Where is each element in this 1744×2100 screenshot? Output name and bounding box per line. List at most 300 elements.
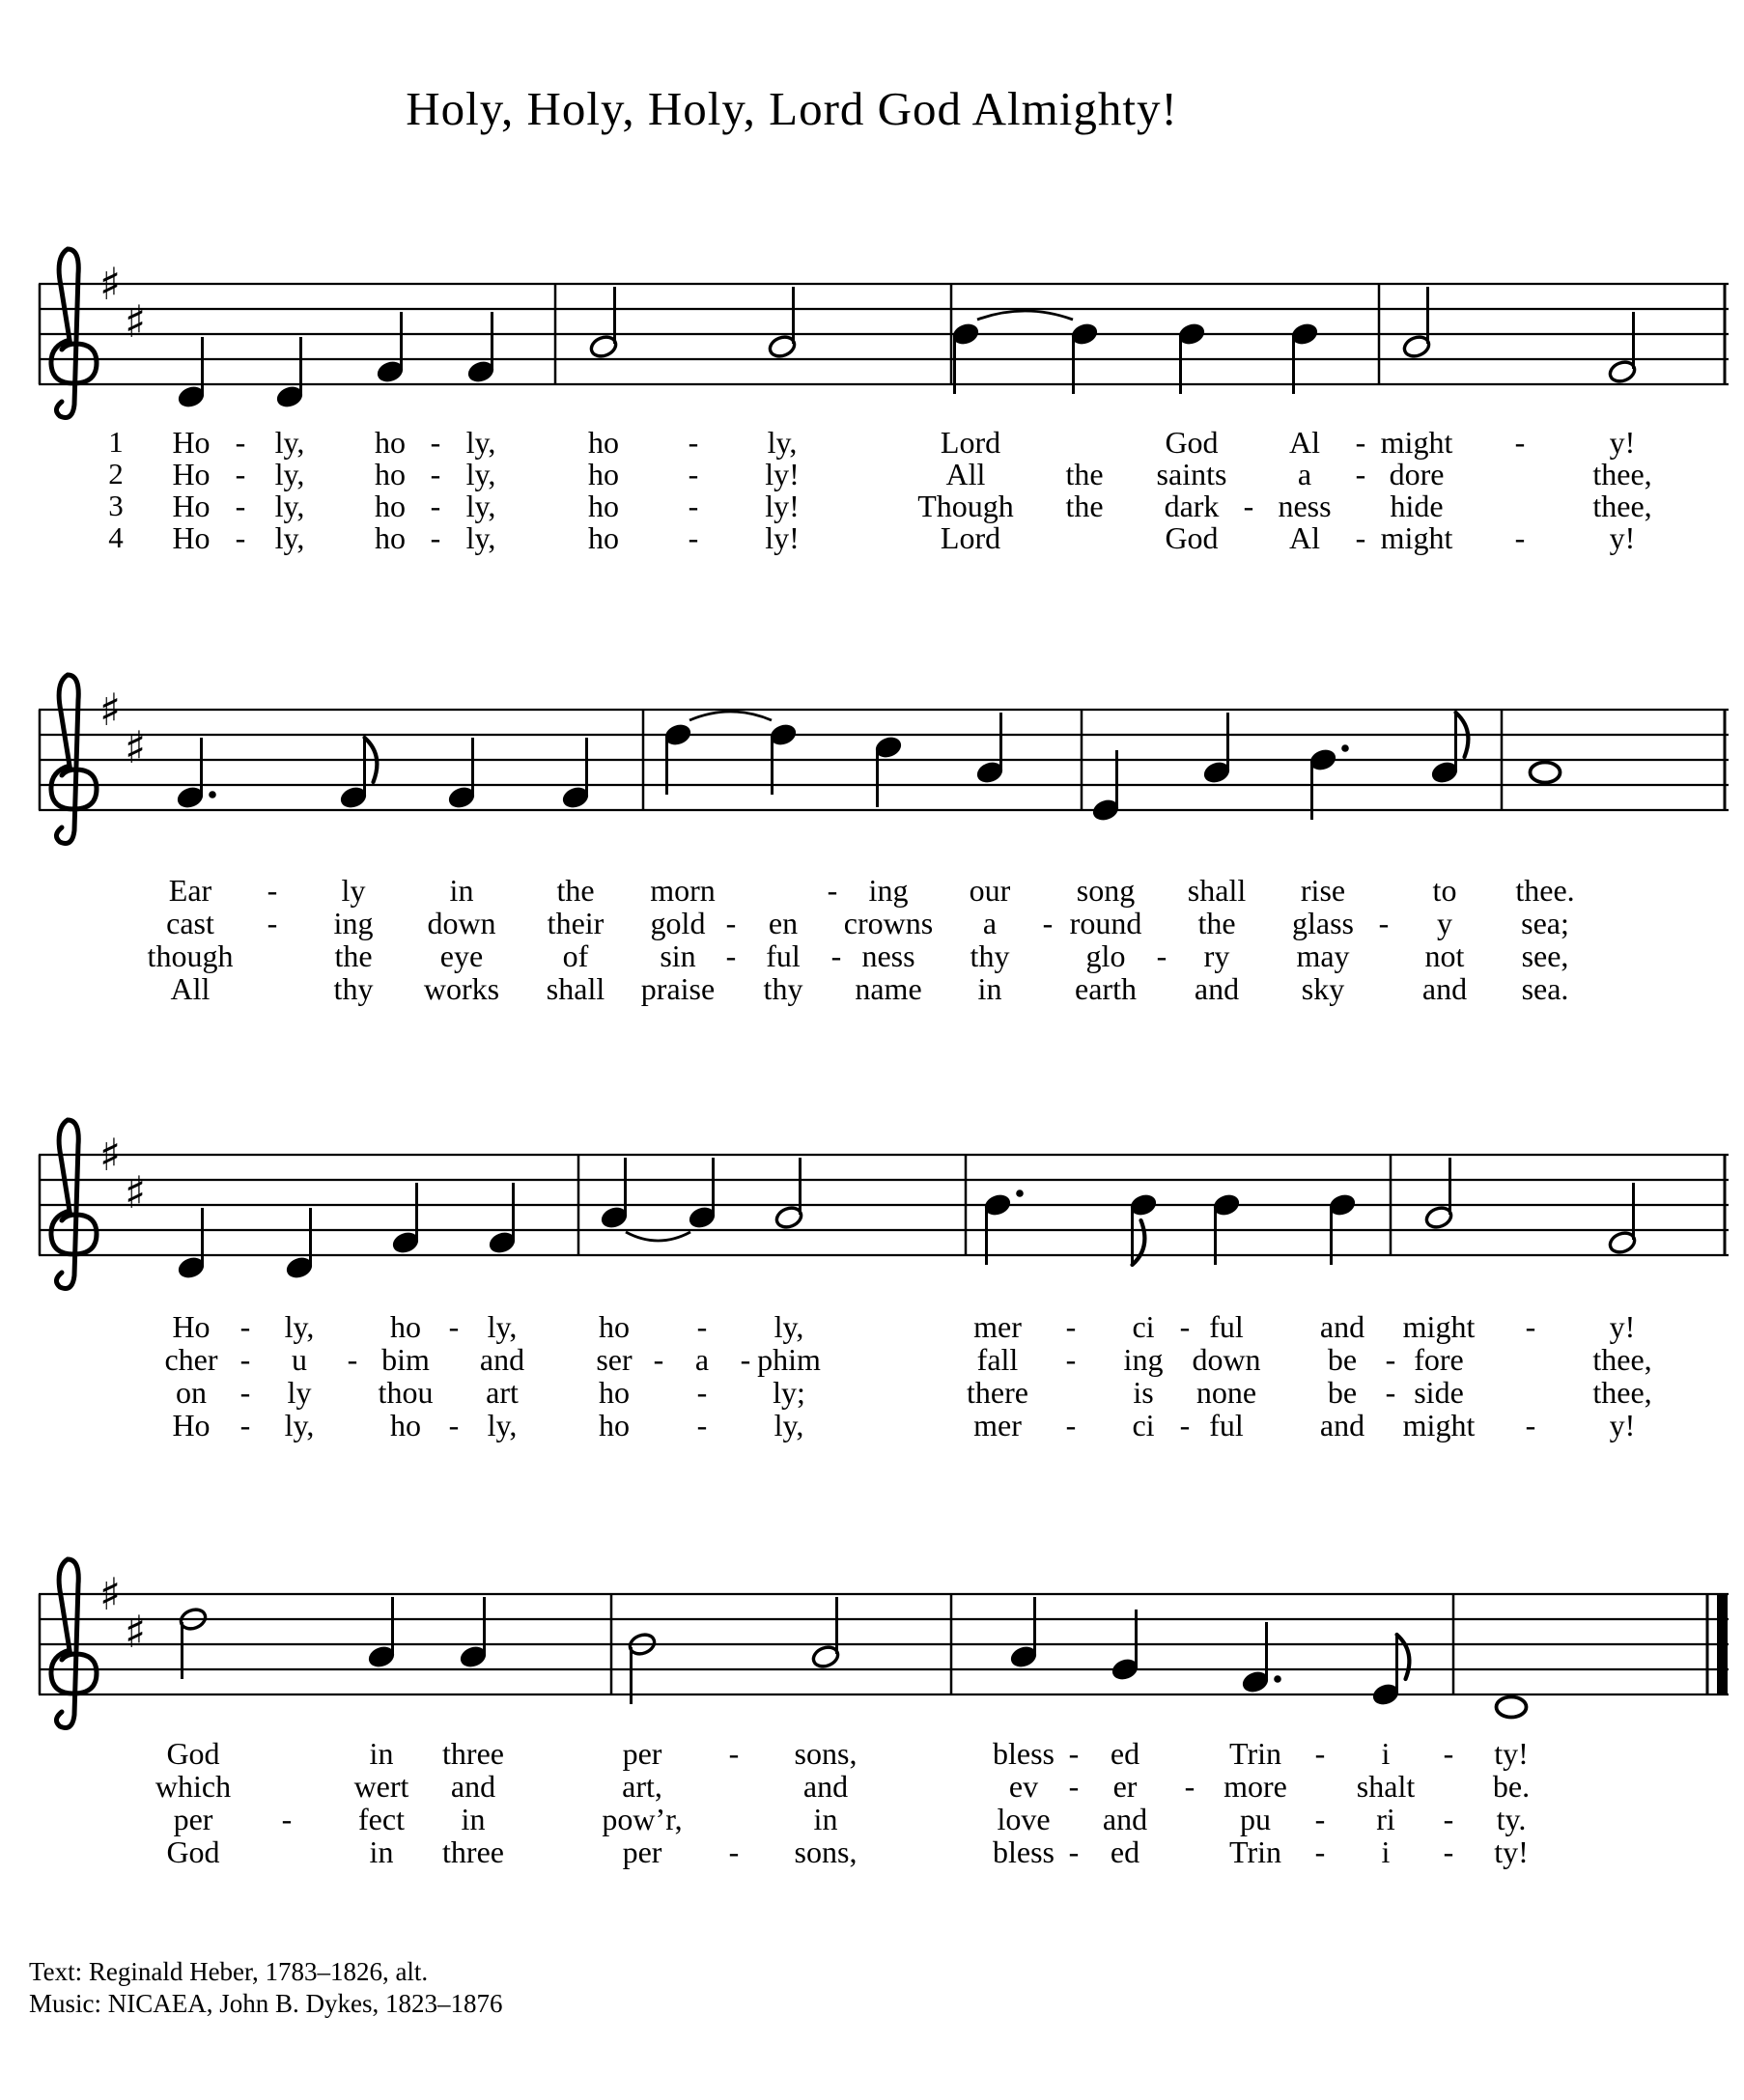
lyric-hyphen: - <box>696 1408 708 1442</box>
lyric-syllable: per <box>622 1834 662 1869</box>
note-e4 <box>1371 1635 1410 1707</box>
note-b4 <box>1290 322 1320 394</box>
lyric-syllable: en <box>768 906 799 940</box>
lyric-syllable: crowns <box>843 906 934 940</box>
lyric-syllable: and <box>1319 1408 1365 1442</box>
lyric-syllable: be. <box>1492 1769 1531 1804</box>
lyric-hyphen: - <box>267 906 278 940</box>
lyric-syllable: ser <box>596 1342 633 1377</box>
lyric-syllable: in <box>461 1802 486 1836</box>
lyric-syllable: works <box>423 971 500 1006</box>
lyric-syllable: ci <box>1132 1408 1155 1442</box>
lyric-syllable: in <box>369 1736 394 1771</box>
lyric-syllable: ing <box>1123 1342 1164 1377</box>
lyric-hyphen: - <box>235 457 246 491</box>
lyric-syllable: thee, <box>1592 1375 1652 1410</box>
lyric-syllable: sky <box>1301 971 1345 1006</box>
lyric-syllable: might <box>1380 520 1453 555</box>
lyric-hyphen: - <box>448 1309 460 1344</box>
lyric-syllable: might <box>1402 1408 1476 1442</box>
lyric-syllable: eye <box>439 938 484 973</box>
lyric-syllable: ly, <box>767 425 798 460</box>
lyric-syllable: ly, <box>465 457 496 491</box>
lyric-hyphen: - <box>430 489 441 523</box>
lyric-syllable: though <box>147 938 234 973</box>
note-a4 <box>768 287 798 359</box>
lyric-syllable: sin <box>660 938 696 973</box>
lyric-hyphen: - <box>448 1408 460 1442</box>
lyric-hyphen: - <box>235 520 246 555</box>
lyric-syllable: ly <box>341 873 366 908</box>
lyric-syllable: and <box>479 1342 525 1377</box>
lyric-syllable: gold <box>650 906 706 940</box>
lyric-syllable: glass <box>1292 906 1354 940</box>
note-fs4 <box>339 738 378 810</box>
tie <box>689 712 772 720</box>
lyric-hyphen: - <box>1065 1408 1077 1442</box>
lyric-syllable: ry <box>1203 938 1230 973</box>
note-b4 <box>628 1632 658 1704</box>
lyric-hyphen: - <box>430 457 441 491</box>
note-d5 <box>663 722 693 795</box>
note-fs4 <box>1608 312 1638 384</box>
note-g4 <box>1111 1610 1140 1682</box>
lyric-hyphen: - <box>1042 906 1054 940</box>
music-credit: Music: NICAEA, John B. Dykes, 1823–1876 <box>29 1989 503 2018</box>
lyric-syllable: which <box>155 1769 232 1804</box>
eighth-flag-icon <box>1397 1635 1410 1679</box>
lyric-syllable: pu <box>1240 1802 1271 1836</box>
note-a4 <box>688 1158 717 1230</box>
lyric-syllable: Ho <box>172 489 211 523</box>
lyric-syllable: ho <box>375 425 406 460</box>
lyric-hyphen: - <box>653 1342 664 1377</box>
lyric-syllable: ness <box>861 938 915 973</box>
note-e4 <box>1091 750 1121 823</box>
key-signature-sharp-icon: ♯ <box>98 258 122 310</box>
lyric-hyphen: - <box>1065 1309 1077 1344</box>
lyric-syllable: ho <box>375 457 406 491</box>
lyric-syllable: might <box>1380 425 1453 460</box>
note-fs4 <box>447 738 477 810</box>
lyric-syllable: earth <box>1075 971 1137 1006</box>
note-b4 <box>951 322 981 394</box>
lyric-syllable: Al <box>1289 520 1320 555</box>
lyric-syllable: All <box>945 457 986 491</box>
lyric-hyphen: - <box>725 906 737 940</box>
lyric-syllable: pow’r, <box>602 1802 683 1836</box>
lyric-hyphen: - <box>235 425 246 460</box>
lyric-syllable: ho <box>588 425 619 460</box>
note-a4 <box>1009 1597 1039 1669</box>
lyric-hyphen: - <box>1156 938 1167 973</box>
lyric-hyphen: - <box>281 1802 293 1836</box>
lyric-hyphen: - <box>1184 1769 1195 1804</box>
lyric-syllable: ly; <box>773 1375 805 1410</box>
key-signature-sharp-icon: ♯ <box>98 1129 122 1181</box>
lyric-syllable: ly, <box>487 1309 518 1344</box>
lyric-hyphen: - <box>1514 520 1526 555</box>
note-b4 <box>983 1190 1024 1265</box>
lyric-syllable: Al <box>1289 425 1320 460</box>
note-a4 <box>1202 713 1232 785</box>
verse-number: 2 <box>108 457 124 490</box>
lyric-hyphen: - <box>1179 1408 1191 1442</box>
lyric-syllable: ho <box>375 489 406 523</box>
note-fs4 <box>488 1183 518 1255</box>
lyric-syllable: morn <box>650 873 716 908</box>
lyric-hyphen: - <box>1179 1309 1191 1344</box>
lyric-hyphen: - <box>725 938 737 973</box>
lyric-syllable: ful <box>766 938 801 973</box>
lyric-syllable: bless <box>993 1834 1055 1869</box>
lyric-syllable: shalt <box>1356 1769 1416 1804</box>
lyric-syllable: and <box>1102 1802 1148 1836</box>
note-d4 <box>285 1208 315 1280</box>
note-fs4 <box>1608 1183 1638 1255</box>
lyric-syllable: ho <box>390 1309 421 1344</box>
lyric-syllable: All <box>170 971 211 1006</box>
lyric-hyphen: - <box>688 425 699 460</box>
lyric-hyphen: - <box>688 489 699 523</box>
lyric-syllable: i <box>1381 1736 1391 1771</box>
lyric-syllable: ci <box>1132 1309 1155 1344</box>
lyric-syllable: ly, <box>274 520 305 555</box>
lyric-syllable: i <box>1381 1834 1391 1869</box>
lyric-hyphen: - <box>1355 520 1366 555</box>
lyric-syllable: ho <box>599 1408 630 1442</box>
lyric-syllable: Though <box>917 489 1014 523</box>
note-d4 <box>177 337 207 409</box>
lyric-syllable: may <box>1296 938 1350 973</box>
lyric-syllable: ful <box>1209 1309 1244 1344</box>
lyric-syllable: of <box>562 938 589 973</box>
lyric-syllable: thy <box>970 938 1010 973</box>
lyric-syllable: y <box>1437 906 1452 940</box>
lyric-syllable: glo <box>1085 938 1126 973</box>
note-a4 <box>1531 763 1561 783</box>
lyric-syllable: ly <box>287 1375 312 1410</box>
note-fs4 <box>391 1183 421 1255</box>
lyric-syllable: ho <box>588 489 619 523</box>
lyric-syllable: thy <box>333 971 374 1006</box>
lyric-syllable: there <box>967 1375 1028 1410</box>
note-d4 <box>275 337 305 409</box>
augmentation-dot <box>1274 1675 1281 1683</box>
lyric-hyphen: - <box>728 1736 740 1771</box>
lyric-syllable: three <box>442 1736 504 1771</box>
lyric-syllable: God <box>166 1736 220 1771</box>
lyric-syllable: dark <box>1164 489 1220 523</box>
lyric-syllable: per <box>622 1736 662 1771</box>
note-head <box>1531 763 1561 783</box>
music-system-3 <box>39 1120 1729 1289</box>
lyric-syllable: cher <box>164 1342 218 1377</box>
lyric-syllable: love <box>997 1802 1051 1836</box>
lyric-syllable: wert <box>353 1769 409 1804</box>
lyric-syllable: their <box>547 906 605 940</box>
lyric-hyphen: - <box>1355 425 1366 460</box>
music-system-2 <box>39 675 1729 844</box>
lyric-hyphen: - <box>239 1309 251 1344</box>
note-a4 <box>589 287 619 359</box>
lyric-hyphen: - <box>267 873 278 908</box>
lyric-syllable: rise <box>1300 873 1346 908</box>
lyric-syllable: thee, <box>1592 457 1652 491</box>
lyric-syllable: ly, <box>774 1309 804 1344</box>
lyric-syllable: ly, <box>465 520 496 555</box>
lyric-syllable: bim <box>381 1342 430 1377</box>
lyric-hyphen: - <box>1443 1802 1454 1836</box>
lyric-syllable: ly, <box>274 425 305 460</box>
lyric-syllable: thee, <box>1592 1342 1652 1377</box>
lyric-syllable: a <box>982 906 998 940</box>
lyric-syllable: in <box>977 971 1002 1006</box>
lyric-syllable: a <box>694 1342 710 1377</box>
lyric-syllable: y! <box>1609 1309 1636 1344</box>
lyric-syllable: and <box>1421 971 1468 1006</box>
lyric-syllable: and <box>1194 971 1240 1006</box>
lyric-hyphen: - <box>1314 1802 1326 1836</box>
lyric-syllable: ed <box>1110 1834 1140 1869</box>
lyric-syllable: shall <box>1187 873 1247 908</box>
lyric-syllable: sea. <box>1521 971 1569 1006</box>
lyric-syllable: the <box>1065 489 1104 523</box>
lyric-syllable: ri <box>1376 1802 1395 1836</box>
lyric-syllable: the <box>556 873 595 908</box>
lyric-hyphen: - <box>696 1375 708 1410</box>
key-signature-sharp-icon: ♯ <box>98 1568 122 1620</box>
note-d4 <box>1497 1697 1527 1718</box>
lyric-syllable: hide <box>1390 489 1444 523</box>
lyric-syllable: and <box>802 1769 849 1804</box>
lyric-hyphen: - <box>1314 1736 1326 1771</box>
lyric-syllable: ly, <box>465 489 496 523</box>
note-d4 <box>177 1208 207 1280</box>
lyric-syllable: Trin <box>1229 1736 1281 1771</box>
lyric-syllable: thee, <box>1592 489 1652 523</box>
lyric-hyphen: - <box>235 489 246 523</box>
lyric-syllable: ly! <box>765 520 800 555</box>
lyric-hyphen: - <box>1355 457 1366 491</box>
lyric-syllable: mer <box>973 1408 1022 1442</box>
lyric-syllable: see, <box>1521 938 1569 973</box>
note-cs5 <box>874 735 904 807</box>
verse-number: 4 <box>108 520 124 554</box>
lyric-syllable: ho <box>588 457 619 491</box>
key-signature-sharp-icon: ♯ <box>124 295 147 348</box>
lyric-hyphen: - <box>1525 1309 1536 1344</box>
lyric-syllable: the <box>334 938 373 973</box>
lyric-syllable: is <box>1133 1375 1154 1410</box>
lyric-syllable: and <box>450 1769 496 1804</box>
lyric-syllable: cast <box>166 906 214 940</box>
lyric-syllable: ing <box>333 906 374 940</box>
lyric-syllable: thy <box>763 971 803 1006</box>
lyric-syllable: fore <box>1414 1342 1464 1377</box>
tie <box>626 1232 690 1241</box>
lyric-hyphen: - <box>688 520 699 555</box>
lyric-syllable: ly, <box>465 425 496 460</box>
lyric-syllable: ed <box>1110 1736 1140 1771</box>
lyric-syllable: per <box>173 1802 213 1836</box>
note-d5 <box>179 1607 209 1679</box>
lyric-syllable: ho <box>599 1375 630 1410</box>
lyric-syllable: sons, <box>794 1736 858 1771</box>
lyric-syllable: down <box>427 906 496 940</box>
lyric-syllable: ev <box>1008 1769 1039 1804</box>
note-a4 <box>1402 287 1432 359</box>
lyric-syllable: fect <box>358 1802 405 1836</box>
lyric-syllable: mer <box>973 1309 1022 1344</box>
lyric-syllable: and <box>1319 1309 1365 1344</box>
lyric-hyphen: - <box>1068 1834 1080 1869</box>
lyric-syllable: in <box>813 1802 838 1836</box>
lyric-syllable: be <box>1327 1342 1358 1377</box>
lyric-syllable: ho <box>375 520 406 555</box>
lyric-hyphen: - <box>1314 1834 1326 1869</box>
lyric-syllable: none <box>1195 1375 1257 1410</box>
note-a4 <box>774 1158 804 1230</box>
lyric-syllable: ness <box>1278 489 1332 523</box>
lyric-syllable: y! <box>1609 425 1636 460</box>
lyric-hyphen: - <box>1065 1342 1077 1377</box>
lyric-hyphen: - <box>239 1375 251 1410</box>
key-signature-sharp-icon: ♯ <box>98 684 122 736</box>
lyric-syllable: the <box>1197 906 1236 940</box>
lyric-syllable: might <box>1402 1309 1476 1344</box>
page-title: Holy, Holy, Holy, Lord God Almighty! <box>406 82 1178 135</box>
note-fs4 <box>561 738 591 810</box>
lyric-hyphen: - <box>347 1342 358 1377</box>
lyric-syllable: God <box>166 1834 220 1869</box>
lyric-hyphen: - <box>1385 1375 1396 1410</box>
lyric-syllable: thou <box>378 1375 434 1410</box>
key-signature-sharp-icon: ♯ <box>124 1166 147 1218</box>
lyric-syllable: bless <box>993 1736 1055 1771</box>
music-system-4 <box>39 1559 1729 1728</box>
text-credit: Text: Reginald Heber, 1783–1826, alt. <box>29 1957 429 1986</box>
lyric-syllable: ly, <box>284 1309 315 1344</box>
lyric-syllable: art, <box>622 1769 662 1804</box>
lyric-syllable: ly! <box>765 457 800 491</box>
note-head <box>1497 1697 1527 1718</box>
verse-number: 3 <box>108 489 124 522</box>
note-a4 <box>811 1597 841 1669</box>
lyric-syllable: ly, <box>274 457 305 491</box>
lyric-syllable: thee. <box>1515 873 1575 908</box>
lyric-syllable: ho <box>599 1309 630 1344</box>
lyric-syllable: u <box>292 1342 307 1377</box>
lyric-syllable: God <box>1165 520 1219 555</box>
lyric-syllable: song <box>1076 873 1136 908</box>
note-fs4 <box>376 312 406 384</box>
note-a4 <box>459 1597 489 1669</box>
lyric-syllable: saints <box>1156 457 1227 491</box>
lyric-syllable: ty. <box>1496 1802 1527 1836</box>
lyric-hyphen: - <box>430 425 441 460</box>
note-d5 <box>769 722 799 795</box>
lyric-syllable: down <box>1192 1342 1261 1377</box>
lyric-syllable: Ho <box>172 1408 211 1442</box>
lyric-hyphen: - <box>430 520 441 555</box>
lyric-syllable: name <box>855 971 922 1006</box>
lyric-syllable: ho <box>390 1408 421 1442</box>
note-a4 <box>1430 713 1469 785</box>
lyric-hyphen: - <box>1385 1342 1396 1377</box>
lyric-hyphen: - <box>239 1408 251 1442</box>
lyric-syllable: our <box>969 873 1011 908</box>
note-a4 <box>600 1158 630 1230</box>
lyric-syllable: ho <box>588 520 619 555</box>
lyric-syllable: round <box>1069 906 1142 940</box>
lyric-syllable: ing <box>868 873 909 908</box>
lyric-syllable: Ho <box>172 1309 211 1344</box>
eighth-flag-icon <box>1133 1220 1145 1265</box>
lyric-syllable: a <box>1297 457 1312 491</box>
note-b4 <box>1177 322 1207 394</box>
lyric-syllable: y! <box>1609 1408 1636 1442</box>
lyric-hyphen: - <box>827 873 838 908</box>
lyric-syllable: praise <box>640 971 716 1006</box>
lyric-syllable: in <box>449 873 474 908</box>
lyric-hyphen: - <box>1378 906 1390 940</box>
lyric-hyphen: - <box>728 1834 740 1869</box>
verse-number: 1 <box>108 425 124 459</box>
lyric-syllable: art <box>486 1375 519 1410</box>
music-system-1 <box>39 249 1729 418</box>
lyric-hyphen: - <box>1514 425 1526 460</box>
lyric-syllable: ly, <box>284 1408 315 1442</box>
note-fs4 <box>176 738 216 810</box>
note-a4 <box>975 713 1005 785</box>
lyric-syllable: ly, <box>774 1408 804 1442</box>
lyric-syllable: Ear <box>168 873 212 908</box>
lyric-syllable: ly, <box>274 489 305 523</box>
lyric-hyphen: - <box>696 1309 708 1344</box>
lyric-syllable: more <box>1224 1769 1287 1804</box>
tie <box>977 311 1073 320</box>
lyric-syllable: ly, <box>487 1408 518 1442</box>
final-barline-thick <box>1717 1594 1728 1694</box>
lyric-syllable: Trin <box>1229 1834 1281 1869</box>
lyric-syllable: on <box>176 1375 207 1410</box>
lyric-syllable: dore <box>1389 457 1445 491</box>
lyric-hyphen: - <box>1443 1834 1454 1869</box>
key-signature-sharp-icon: ♯ <box>124 1606 147 1658</box>
lyric-syllable: Ho <box>172 425 211 460</box>
augmentation-dot <box>209 791 216 798</box>
note-b4 <box>1129 1192 1159 1265</box>
lyric-hyphen: - <box>1443 1736 1454 1771</box>
lyric-syllable: ty! <box>1494 1834 1529 1869</box>
augmentation-dot <box>1341 744 1349 752</box>
note-b4 <box>1308 744 1349 820</box>
lyric-syllable: Ho <box>172 457 211 491</box>
lyric-syllable: three <box>442 1834 504 1869</box>
augmentation-dot <box>1016 1190 1024 1197</box>
lyric-syllable: Lord <box>940 520 1001 555</box>
lyric-syllable: sons, <box>794 1834 858 1869</box>
note-fs4 <box>1241 1622 1281 1694</box>
lyric-syllable: phim <box>757 1342 821 1377</box>
lyric-syllable: side <box>1414 1375 1464 1410</box>
note-b4 <box>1328 1192 1358 1265</box>
lyric-syllable: er <box>1112 1769 1138 1804</box>
lyric-hyphen: - <box>1068 1736 1080 1771</box>
lyric-syllable: ly! <box>765 489 800 523</box>
lyric-hyphen: - <box>830 938 842 973</box>
